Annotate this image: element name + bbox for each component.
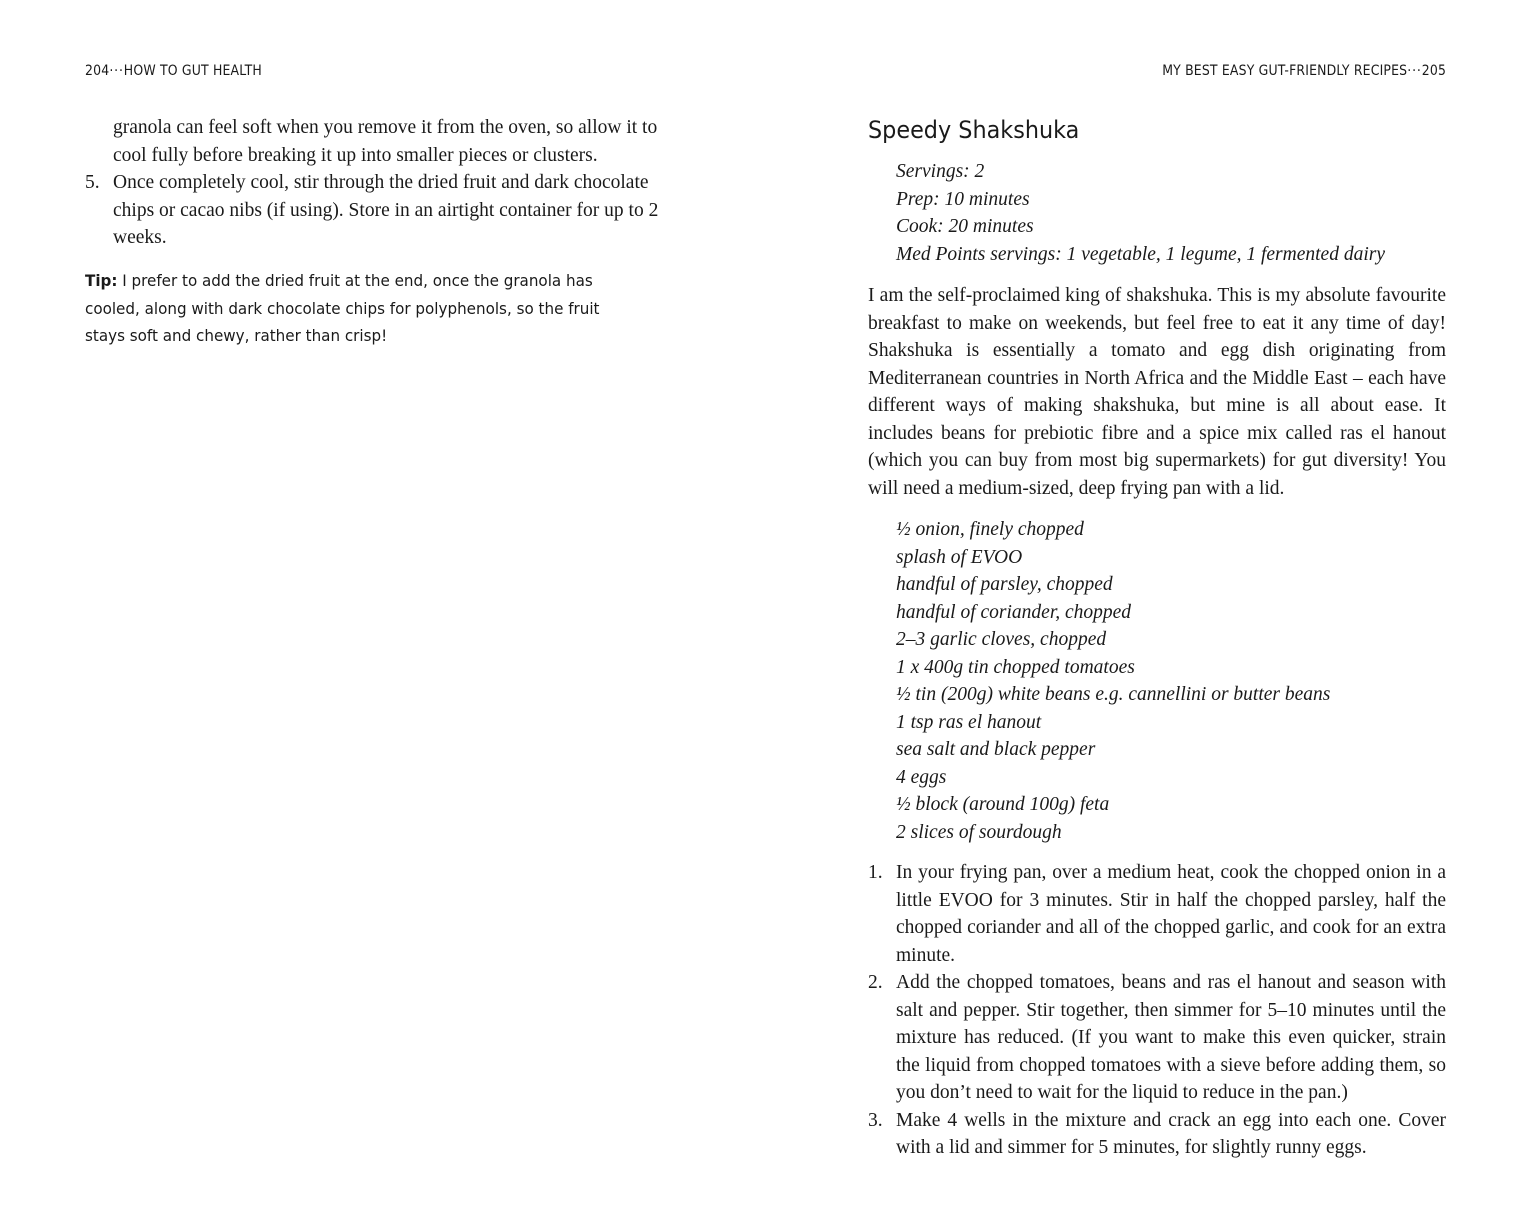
step-text: Once completely cool, stir through the dried fruit and dark chocolate chips or cacao nibs (if using). Store in an airtight container for up to 2 weeks. xyxy=(113,172,659,248)
list-item xyxy=(868,859,1446,969)
cook-time: Cook: 20 minutes xyxy=(896,216,1034,237)
list-item: ½ block (around 100g) feta xyxy=(896,794,1110,815)
step-number: 3. xyxy=(868,1109,883,1131)
step-text: Add the chopped tomatoes, beans and ras el hanout and season with salt and pepper. Stir together, then simmer for 5–10 minutes until the mixture has reduced. (If you want to make this even quicker, strain the liquid from chopped tomatoes with a sieve before adding them, so you don’t need to wait for the liquid to reduce in the pan.) xyxy=(896,972,1446,1103)
ingredients-list xyxy=(896,516,1446,846)
right-page xyxy=(868,0,1446,1225)
list-item xyxy=(868,1107,1446,1162)
prep-time: Prep: 10 minutes xyxy=(896,188,1030,210)
list-item xyxy=(85,169,670,252)
list-item: sea salt and black pepper xyxy=(896,739,1096,760)
list-item: ½ onion, finely chopped xyxy=(896,519,1084,540)
step-number: 5. xyxy=(85,172,100,193)
running-head-separator: ··· xyxy=(109,63,124,79)
page-number: 205 xyxy=(1421,63,1446,79)
list-item: splash of EVOO xyxy=(896,546,1023,568)
list-item: 2 slices of sourdough xyxy=(896,821,1062,843)
granola-steps xyxy=(85,169,670,252)
list-item: ½ tin (200g) white beans e.g. cannellini or butter beans xyxy=(896,684,1331,705)
list-item: 4 eggs xyxy=(896,766,947,788)
recipe-intro: I am the self-proclaimed king of shakshuka. This is my absolute favourite breakfast to make on weekends, but feel free to eat it any time of day! Shakshuka is essentially a tomato and egg dish originating from Mediterranean countries in North Africa and the Middle East – each have different ways of making shakshuka, but mine is all about ease. It includes beans for prebiotic fibre and a spice mix called ras el hanout (which you can buy from most big supermarkets) for gut diversity! You will need a medium-sized, deep frying pan with a lid. xyxy=(868,285,1446,499)
page-number: 204 xyxy=(85,63,110,79)
running-head-left xyxy=(85,63,262,79)
tip-label: Tip: xyxy=(85,271,118,290)
running-head-right xyxy=(1162,63,1446,79)
list-item: 1 tsp ras el hanout xyxy=(896,711,1042,733)
running-head-title: HOW TO GUT HEALTH xyxy=(123,63,262,79)
list-item: handful of coriander, chopped xyxy=(896,601,1132,623)
recipe-title: Speedy Shakshuka xyxy=(868,116,1080,144)
method-steps xyxy=(868,859,1446,1162)
recipe-meta xyxy=(896,158,1456,268)
servings: Servings: 2 xyxy=(896,161,985,182)
running-head-separator: ··· xyxy=(1407,63,1422,79)
list-item xyxy=(868,969,1446,1107)
med-points: Med Points servings: 1 vegetable, 1 legume, 1 fermented dairy xyxy=(896,243,1385,265)
running-head-title: MY BEST EASY GUT-FRIENDLY RECIPES xyxy=(1162,63,1408,79)
continuation-paragraph: granola can feel soft when you remove it from the oven, so allow it to cool fully before breaking it up into smaller pieces or clusters. xyxy=(113,117,658,166)
step-number: 1. xyxy=(868,862,883,883)
step-text: In your frying pan, over a medium heat, cook the chopped onion in a little EVOO for 3 minutes. Stir in half the chopped parsley, half the chopped coriander and all of the chopped garlic, and cook for an extra minute. xyxy=(896,862,1446,966)
step-text: Make 4 wells in the mixture and crack an egg into each one. Cover with a lid and simmer for 5 minutes, for slightly runny eggs. xyxy=(896,1109,1446,1158)
tip-text: I prefer to add the dried fruit at the end, once the granola has cooled, along with dark chocolate chips for polyphenols, so the fruit stays soft and chewy, rather than crisp! xyxy=(85,271,600,345)
step-number: 2. xyxy=(868,972,883,993)
list-item: 1 x 400g tin chopped tomatoes xyxy=(896,656,1135,678)
list-item: 2–3 garlic cloves, chopped xyxy=(896,629,1107,650)
list-item: handful of parsley, chopped xyxy=(896,574,1113,595)
left-page xyxy=(85,0,670,1225)
tip-paragraph xyxy=(85,267,643,350)
